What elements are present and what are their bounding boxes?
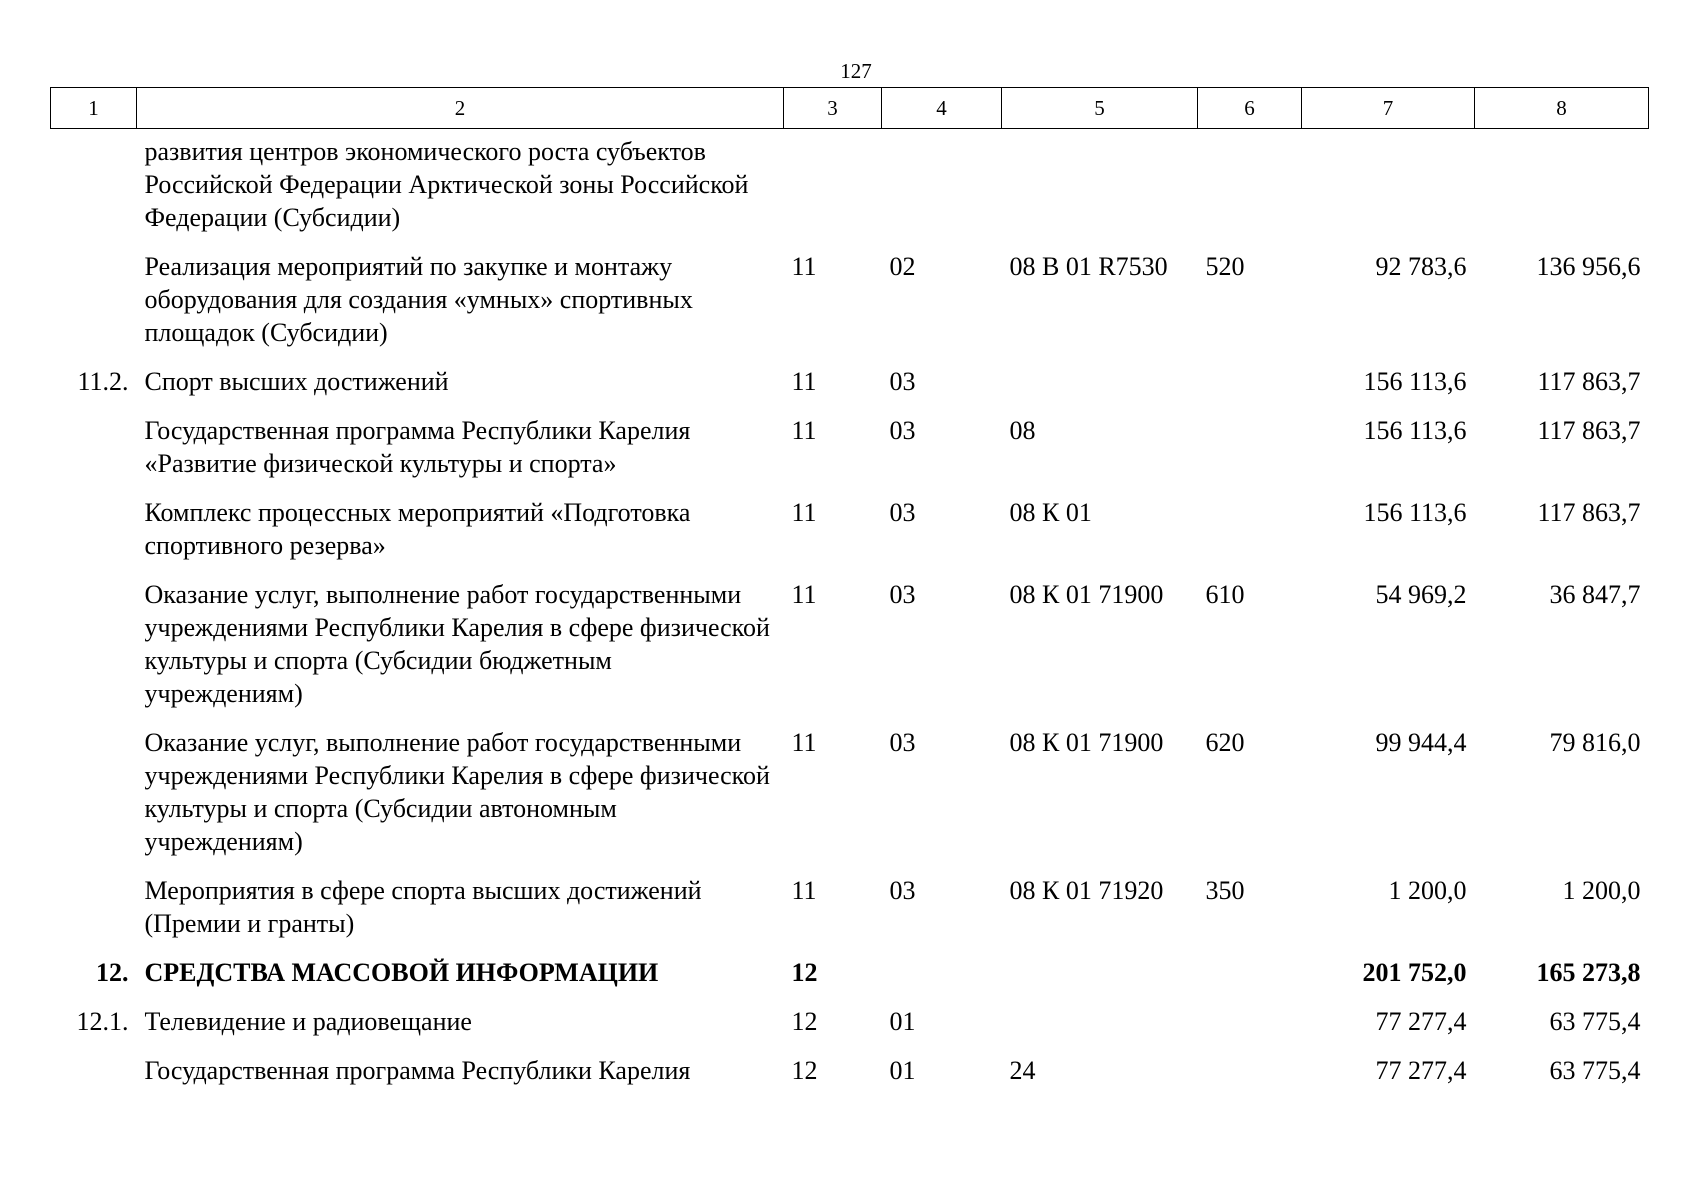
amount-year-1: 54 969,2 — [1375, 580, 1467, 609]
expense-type-code — [1198, 1005, 1302, 1054]
row-name: Государственная программа Республики Карелия «Развитие физической культуры и спорта» — [144, 416, 691, 478]
row-name: Государственная программа Республики Карелия — [144, 1056, 691, 1085]
section-code: 11 — [791, 580, 817, 609]
row-name: СРЕДСТВА МАССОВОЙ ИНФОРМАЦИИ — [144, 958, 659, 987]
subsection-code: 03 — [889, 728, 916, 757]
row-number — [51, 578, 137, 726]
table-row — [51, 250, 1649, 365]
row-number: 12. — [96, 958, 129, 987]
column-header: 1 — [51, 88, 137, 129]
table-row — [51, 956, 1649, 1005]
section-code: 11 — [791, 498, 817, 527]
target-article-code: 08 К 01 — [1009, 498, 1092, 527]
target-article-code — [1002, 1005, 1198, 1054]
section-code: 12 — [791, 1056, 818, 1085]
table-row — [51, 874, 1649, 956]
expense-type-code — [1198, 414, 1302, 496]
row-number — [51, 1054, 137, 1103]
table-row — [51, 414, 1649, 496]
section-code: 11 — [791, 876, 817, 905]
column-header: 8 — [1475, 88, 1649, 129]
target-article-code — [1002, 956, 1198, 1005]
column-header: 4 — [882, 88, 1002, 129]
row-number — [51, 129, 137, 251]
target-article-code — [1002, 365, 1198, 414]
budget-table — [50, 87, 1649, 1103]
header-row — [51, 88, 1649, 129]
expense-type-code — [1198, 956, 1302, 1005]
amount-year-1: 156 113,6 — [1363, 416, 1467, 445]
table-row — [51, 365, 1649, 414]
amount-year-1: 92 783,6 — [1375, 252, 1467, 281]
expense-type-code: 620 — [1205, 728, 1245, 757]
target-article-code: 08 К 01 71920 — [1009, 876, 1164, 905]
amount-year-1 — [1302, 129, 1475, 251]
amount-year-1: 156 113,6 — [1363, 498, 1467, 527]
row-number — [51, 496, 137, 578]
row-name: Мероприятия в сфере спорта высших достижений (Премии и гранты) — [144, 876, 702, 938]
table-row — [51, 726, 1649, 874]
row-number: 12.1. — [76, 1007, 129, 1036]
table-body — [51, 129, 1649, 1104]
subsection-code — [882, 129, 1002, 251]
row-name: развития центров экономического роста субъектов Российской Федерации Арктической зоны Российской Федерации (Субсидии) — [144, 137, 749, 232]
table-row — [51, 1054, 1649, 1103]
expense-type-code — [1198, 496, 1302, 578]
table-header — [51, 88, 1649, 129]
page-number: 127 — [840, 59, 872, 83]
column-header: 6 — [1198, 88, 1302, 129]
subsection-code — [882, 956, 1002, 1005]
row-name: Реализация мероприятий по закупке и монтажу оборудования для создания «умных» спортивных площадок (Субсидии) — [144, 252, 693, 347]
table-row — [51, 496, 1649, 578]
amount-year-2: 36 847,7 — [1549, 580, 1641, 609]
section-code: 11 — [791, 728, 817, 757]
amount-year-1: 156 113,6 — [1363, 367, 1467, 396]
expense-type-code — [1198, 129, 1302, 251]
target-article-code: 08 — [1009, 416, 1036, 445]
amount-year-2: 117 863,7 — [1537, 416, 1641, 445]
amount-year-1: 1 200,0 — [1388, 876, 1467, 905]
expense-type-code: 610 — [1205, 580, 1245, 609]
amount-year-2: 1 200,0 — [1562, 876, 1641, 905]
subsection-code: 01 — [889, 1056, 916, 1085]
amount-year-2: 117 863,7 — [1537, 367, 1641, 396]
subsection-code: 03 — [889, 498, 916, 527]
expense-type-code: 520 — [1205, 252, 1245, 281]
table-row — [51, 578, 1649, 726]
target-article-code: 08 К 01 71900 — [1009, 728, 1164, 757]
row-number — [51, 726, 137, 874]
expense-type-code: 350 — [1205, 876, 1245, 905]
row-number — [51, 874, 137, 956]
target-article-code: 08 В 01 R7530 — [1009, 252, 1168, 281]
amount-year-2: 117 863,7 — [1537, 498, 1641, 527]
subsection-code: 01 — [889, 1007, 916, 1036]
table-row — [51, 129, 1649, 251]
column-header: 7 — [1302, 88, 1475, 129]
row-name: Комплекс процессных мероприятий «Подготовка спортивного резерва» — [144, 498, 691, 560]
subsection-code: 03 — [889, 580, 916, 609]
table-row — [51, 1005, 1649, 1054]
section-code: 12 — [791, 1007, 818, 1036]
column-header: 5 — [1002, 88, 1198, 129]
column-header: 3 — [784, 88, 882, 129]
amount-year-1: 201 752,0 — [1362, 958, 1467, 987]
row-name: Оказание услуг, выполнение работ государственными учреждениями Республики Карелия в сфере физической культуры и спорта (Субсидии автономным учреждениям) — [144, 728, 770, 856]
amount-year-1: 77 277,4 — [1375, 1056, 1467, 1085]
column-header: 2 — [137, 88, 784, 129]
target-article-code — [1002, 129, 1198, 251]
row-number — [51, 250, 137, 365]
target-article-code: 08 К 01 71900 — [1009, 580, 1164, 609]
subsection-code: 02 — [889, 252, 916, 281]
section-code: 12 — [791, 958, 818, 987]
subsection-code: 03 — [889, 367, 916, 396]
section-code: 11 — [791, 416, 817, 445]
row-number: 11.2. — [77, 367, 129, 396]
target-article-code: 24 — [1009, 1056, 1036, 1085]
amount-year-2: 63 775,4 — [1549, 1056, 1641, 1085]
section-code: 11 — [791, 367, 817, 396]
row-name: Спорт высших достижений — [144, 367, 449, 396]
section-code — [784, 129, 882, 251]
section-code: 11 — [791, 252, 817, 281]
amount-year-1: 99 944,4 — [1375, 728, 1467, 757]
subsection-code: 03 — [889, 876, 916, 905]
amount-year-2: 63 775,4 — [1549, 1007, 1641, 1036]
amount-year-2: 136 956,6 — [1536, 252, 1641, 281]
expense-type-code — [1198, 365, 1302, 414]
amount-year-1: 77 277,4 — [1375, 1007, 1467, 1036]
row-name: Телевидение и радиовещание — [144, 1007, 472, 1036]
expense-type-code — [1198, 1054, 1302, 1103]
row-number — [51, 414, 137, 496]
row-name: Оказание услуг, выполнение работ государственными учреждениями Республики Карелия в сфере физической культуры и спорта (Субсидии бюджетным учреждениям) — [144, 580, 770, 708]
subsection-code: 03 — [889, 416, 916, 445]
amount-year-2: 165 273,8 — [1536, 958, 1641, 987]
amount-year-2: 79 816,0 — [1549, 728, 1641, 757]
amount-year-2 — [1475, 129, 1649, 251]
